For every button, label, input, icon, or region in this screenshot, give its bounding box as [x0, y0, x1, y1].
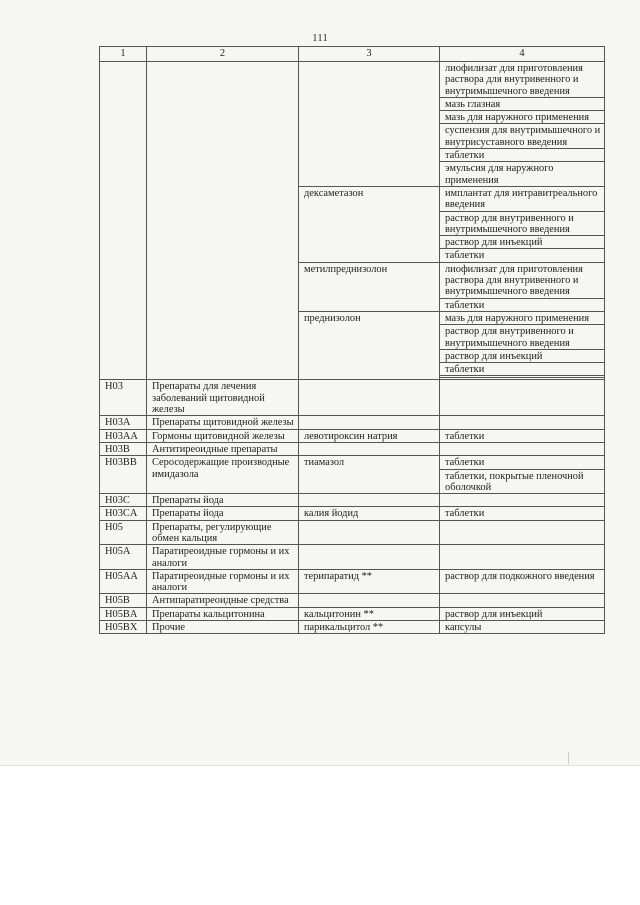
- column-header: 3: [299, 47, 440, 62]
- code-cell: H03: [100, 380, 147, 416]
- drug-table: [99, 46, 605, 634]
- form-cell: лиофилизат для приготовления раствора для внутривенного и внутримышечного введения: [440, 62, 605, 98]
- form-cell: таблетки, покрытые пленочной оболочкой: [440, 469, 605, 494]
- form-cell: таблетки: [440, 149, 605, 162]
- table-row: [100, 380, 605, 416]
- form-cell: мазь для наружного применения: [440, 311, 605, 324]
- form-cell: таблетки: [440, 249, 605, 262]
- group-cell: Антипаратиреоидные средства: [147, 594, 299, 607]
- drug-cell: [299, 594, 440, 607]
- table-row: [100, 429, 605, 442]
- table-row: [100, 569, 605, 594]
- column-header: 1: [100, 47, 147, 62]
- table-row: [100, 520, 605, 545]
- form-cell: раствор для подкожного введения: [440, 569, 605, 594]
- drug-cell: парикальцитол **: [299, 621, 440, 634]
- drug-cell: калия йодид: [299, 507, 440, 520]
- table-row: [100, 456, 605, 469]
- code-cell: H05: [100, 520, 147, 545]
- form-cell: [440, 520, 605, 545]
- form-cell: лиофилизат для приготовления раствора для внутривенного и внутримышечного введения: [440, 262, 605, 298]
- table-row: [100, 442, 605, 455]
- drug-cell: [299, 442, 440, 455]
- code-cell: H05B: [100, 594, 147, 607]
- form-cell: таблетки: [440, 429, 605, 442]
- form-cell: раствор для инъекций: [440, 349, 605, 362]
- page-edge-mark: [568, 752, 569, 764]
- column-header: 4: [440, 47, 605, 62]
- code-cell: H03AA: [100, 429, 147, 442]
- table-row: [100, 545, 605, 570]
- form-cell: капсулы: [440, 621, 605, 634]
- code-cell: [100, 62, 147, 380]
- form-cell: раствор для инъекций: [440, 236, 605, 249]
- table-row: [100, 494, 605, 507]
- table-row: [100, 416, 605, 429]
- group-cell: Паратиреоидные гормоны и их аналоги: [147, 569, 299, 594]
- code-cell: H03B: [100, 442, 147, 455]
- group-cell: Серосодержащие производные имидазола: [147, 456, 299, 494]
- form-cell: таблетки: [440, 456, 605, 469]
- table-header-row: [100, 47, 605, 62]
- drug-cell: [299, 494, 440, 507]
- drug-cell: метилпреднизолон: [299, 262, 440, 311]
- drug-cell: [299, 520, 440, 545]
- form-cell: раствор для внутривенного и внутримышечного введения: [440, 325, 605, 350]
- group-cell: Паратиреоидные гормоны и их аналоги: [147, 545, 299, 570]
- group-cell: Препараты йода: [147, 494, 299, 507]
- group-cell: Гормоны щитовидной железы: [147, 429, 299, 442]
- code-cell: H05AA: [100, 569, 147, 594]
- drug-cell: тиамазол: [299, 456, 440, 494]
- form-cell: [440, 416, 605, 429]
- drug-cell: [299, 62, 440, 187]
- form-cell: эмульсия для наружного применения: [440, 162, 605, 187]
- code-cell: H05A: [100, 545, 147, 570]
- form-cell: [440, 380, 605, 416]
- drug-cell: [299, 416, 440, 429]
- form-cell: таблетки: [440, 298, 605, 311]
- drug-cell: левотироксин натрия: [299, 429, 440, 442]
- table-row: [100, 507, 605, 520]
- form-cell: таблетки: [440, 363, 605, 376]
- code-cell: H03BB: [100, 456, 147, 494]
- group-cell: Препараты кальцитонина: [147, 607, 299, 620]
- form-cell: [440, 594, 605, 607]
- drug-cell: [299, 545, 440, 570]
- table-row: [100, 621, 605, 634]
- code-cell: H03C: [100, 494, 147, 507]
- form-cell: раствор для внутривенного и внутримышечного введения: [440, 211, 605, 236]
- drug-cell: кальцитонин **: [299, 607, 440, 620]
- table-row: [100, 594, 605, 607]
- drug-cell: терипаратид **: [299, 569, 440, 594]
- group-cell: [147, 62, 299, 380]
- code-cell: H03A: [100, 416, 147, 429]
- code-cell: H05BX: [100, 621, 147, 634]
- form-cell: раствор для инъекций: [440, 607, 605, 620]
- group-cell: Препараты йода: [147, 507, 299, 520]
- form-cell: суспензия для внутримышечного и внутрисуставного введения: [440, 124, 605, 149]
- column-header: 2: [147, 47, 299, 62]
- group-cell: Прочие: [147, 621, 299, 634]
- group-cell: Препараты, регулирующие обмен кальция: [147, 520, 299, 545]
- group-cell: Препараты щитовидной железы: [147, 416, 299, 429]
- form-cell: имплантат для интравитреального введения: [440, 186, 605, 211]
- page-number: 111: [312, 32, 328, 44]
- form-cell: таблетки: [440, 507, 605, 520]
- drug-cell: преднизолон: [299, 311, 440, 379]
- form-cell: [440, 545, 605, 570]
- table-row: [100, 607, 605, 620]
- group-cell: Препараты для лечения заболеваний щитовидной железы: [147, 380, 299, 416]
- form-cell: [440, 442, 605, 455]
- form-cell: мазь глазная: [440, 97, 605, 110]
- drug-cell: [299, 380, 440, 416]
- code-cell: H05BA: [100, 607, 147, 620]
- form-cell: мазь для наружного применения: [440, 111, 605, 124]
- drug-cell: дексаметазон: [299, 186, 440, 262]
- form-cell: [440, 494, 605, 507]
- group-cell: Антитиреоидные препараты: [147, 442, 299, 455]
- table-row: [100, 62, 605, 98]
- code-cell: H03CA: [100, 507, 147, 520]
